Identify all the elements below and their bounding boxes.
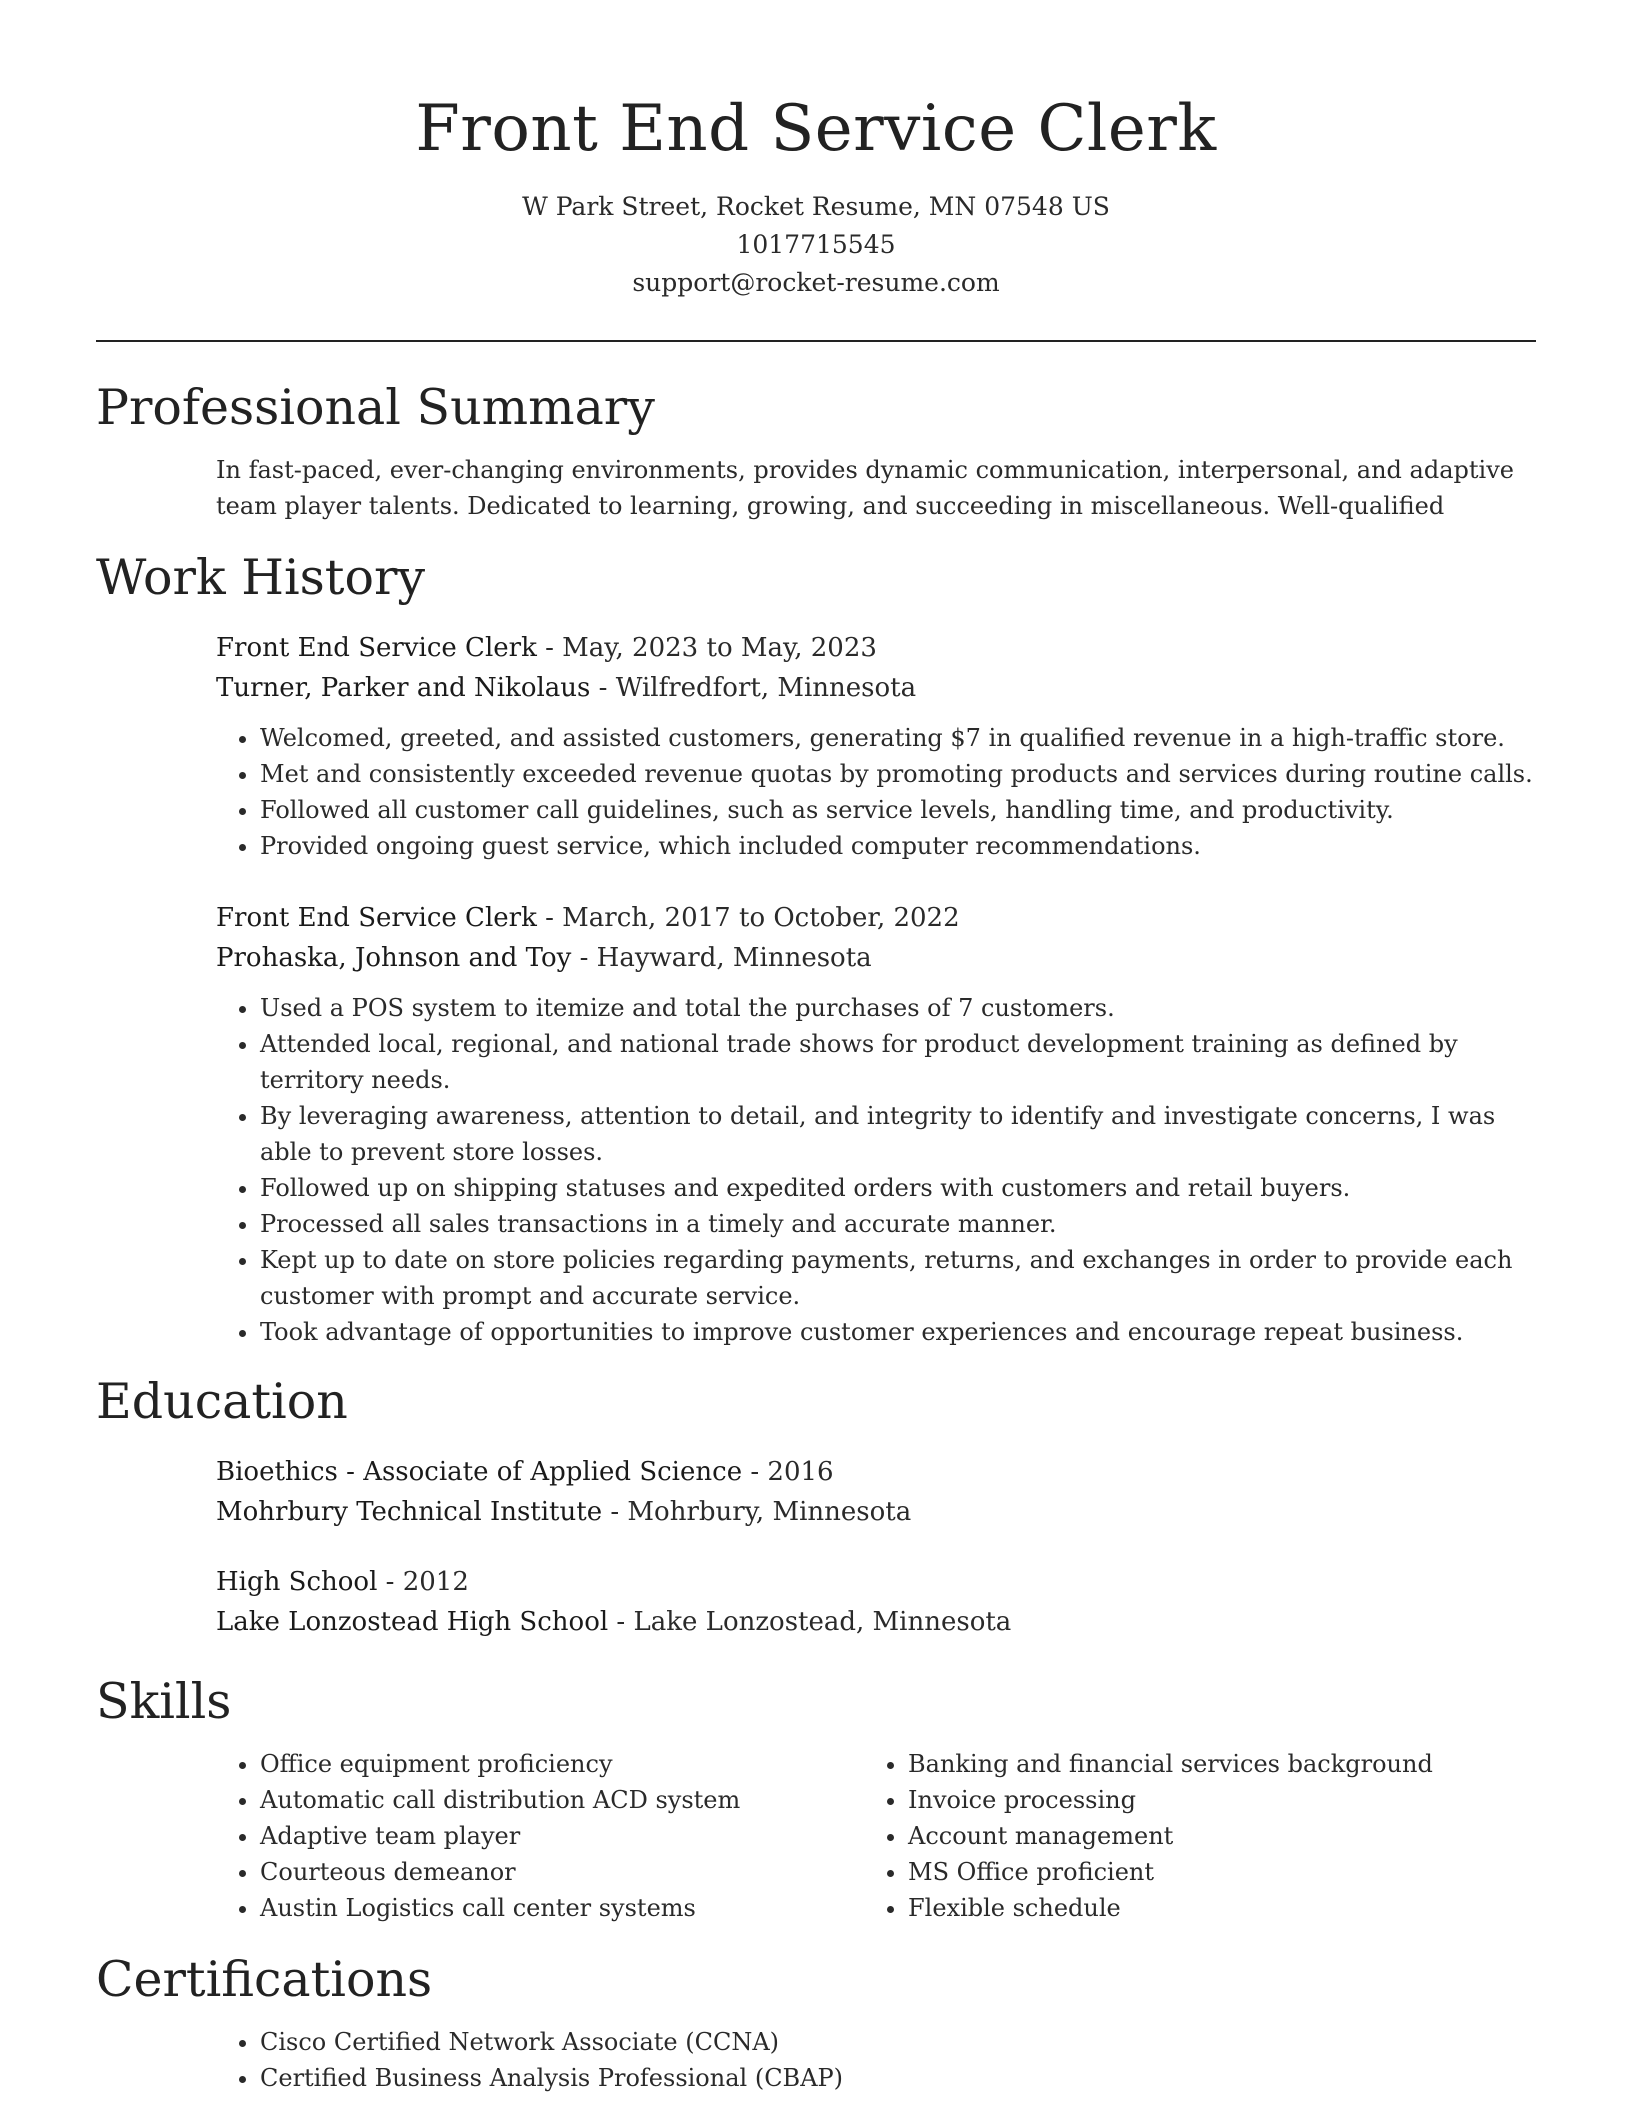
job-position: Front End Service Clerk — [216, 903, 537, 933]
education-school: Lake Lonzostead High School — [216, 1607, 609, 1637]
list-item: • Austin Logistics call center systems — [260, 1890, 864, 1926]
job-entry — [216, 898, 1536, 1350]
resume-header — [96, 0, 1536, 302]
job-dates: May, 2023 to May, 2023 — [562, 633, 877, 663]
list-item: • Attended local, regional, and national trade shows for product development training as defined by territory needs. — [260, 1026, 1536, 1098]
separator: - — [590, 673, 616, 703]
section-title-summary: Professional Summary — [96, 379, 655, 436]
education-school-line — [216, 1492, 1536, 1532]
list-item: • Kept up to date on store policies regarding payments, returns, and exchanges in order to provide each customer with prompt and accurate service. — [260, 1242, 1536, 1314]
job-position: Front End Service Clerk — [216, 633, 537, 663]
list-item: • Welcomed, greeted, and assisted customers, generating $7 in qualified revenue in a high-traffic store. — [260, 720, 1536, 756]
header-divider — [96, 340, 1536, 342]
list-item: • Account management — [908, 1818, 1528, 1854]
summary-text: In fast-paced, ever-changing environments, provides dynamic communication, interpersonal, and adaptive team player talents. Dedicated to learning, growing, and succeeding in miscellaneous. Well-qualified — [216, 456, 1514, 520]
list-item: • By leveraging awareness, attention to detail, and integrity to identify and investigate concerns, I was able to prevent store losses. — [260, 1098, 1536, 1170]
list-item: • MS Office proficient — [908, 1854, 1528, 1890]
separator: - — [571, 943, 597, 973]
section-title-skills: Skills — [96, 1673, 232, 1730]
skills-list-right — [864, 1746, 1528, 1926]
education-year: 2012 — [402, 1567, 469, 1597]
contact-phone: 1017715545 — [736, 230, 896, 259]
separator: - — [608, 1607, 634, 1637]
education-degree: High School — [216, 1567, 378, 1597]
list-item: • Courteous demeanor — [260, 1854, 864, 1890]
list-item: • Invoice processing — [908, 1782, 1528, 1818]
list-item: • Followed up on shipping statuses and expedited orders with customers and retail buyers. — [260, 1170, 1536, 1206]
list-item: • Used a POS system to itemize and total the purchases of 7 customers. — [260, 990, 1536, 1026]
candidate-name: Front End Service Clerk — [415, 92, 1217, 166]
list-item: • Adaptive team player — [260, 1818, 864, 1854]
section-title-work-history: Work History — [96, 549, 426, 606]
list-item: • Office equipment proficiency — [260, 1746, 864, 1782]
job-bullets — [216, 720, 1536, 864]
resume-page — [96, 0, 1536, 2096]
list-item: • Certified Business Analysis Professional (CBAP) — [260, 2060, 1536, 2096]
list-item: • Provided ongoing guest service, which included computer recommendations. — [260, 828, 1536, 864]
skills-columns — [216, 1746, 1536, 1926]
list-item: • Flexible schedule — [908, 1890, 1528, 1926]
separator: - — [742, 1457, 768, 1487]
contact-block — [96, 188, 1536, 302]
separator: - — [377, 1567, 403, 1597]
list-item: • Automatic call distribution ACD system — [260, 1782, 864, 1818]
section-title-certifications: Certifications — [96, 1951, 433, 2008]
contact-address: W Park Street, Rocket Resume, MN 07548 US — [522, 192, 1110, 221]
job-title-line — [216, 628, 1536, 668]
certifications-block — [216, 2024, 1536, 2096]
education-year: 2016 — [767, 1457, 834, 1487]
certifications-list — [216, 2024, 1536, 2096]
job-location: Hayward, Minnesota — [596, 943, 872, 973]
separator: - — [602, 1497, 628, 1527]
education-location: Mohrbury, Minnesota — [627, 1497, 912, 1527]
job-company-line — [216, 668, 1536, 708]
education-entry — [216, 1562, 1536, 1642]
job-company: Prohaska, Johnson and Toy — [216, 943, 572, 973]
education-degree-line — [216, 1562, 1536, 1602]
education-school-line — [216, 1602, 1536, 1642]
separator: - — [536, 633, 563, 663]
list-item: • Met and consistently exceeded revenue quotas by promoting products and services during routine calls. — [260, 756, 1536, 792]
job-location: Wilfredfort, Minnesota — [615, 673, 917, 703]
education-degree-line — [216, 1452, 1536, 1492]
section-title-education: Education — [96, 1373, 348, 1430]
list-item: • Cisco Certified Network Associate (CCNA) — [260, 2024, 1536, 2060]
job-company: Turner, Parker and Nikolaus — [216, 673, 591, 703]
list-item: • Banking and financial services background — [908, 1746, 1528, 1782]
list-item: • Took advantage of opportunities to improve customer experiences and encourage repeat business. — [260, 1314, 1536, 1350]
education-school: Mohrbury Technical Institute — [216, 1497, 603, 1527]
list-item: • Followed all customer call guidelines, such as service levels, handling time, and productivity. — [260, 792, 1536, 828]
education-location: Lake Lonzostead, Minnesota — [633, 1607, 1012, 1637]
education-degree: Bioethics - Associate of Applied Science — [216, 1457, 743, 1487]
skills-list-left — [216, 1746, 864, 1926]
job-entry — [216, 628, 1536, 864]
education-entry — [216, 1452, 1536, 1532]
list-item: • Processed all sales transactions in a timely and accurate manner. — [260, 1206, 1536, 1242]
job-company-line — [216, 938, 1536, 978]
separator: - — [536, 903, 563, 933]
job-title-line — [216, 898, 1536, 938]
job-bullets — [216, 990, 1536, 1350]
job-dates: March, 2017 to October, 2022 — [562, 903, 960, 933]
contact-email: support@rocket-resume.com — [632, 268, 1000, 297]
